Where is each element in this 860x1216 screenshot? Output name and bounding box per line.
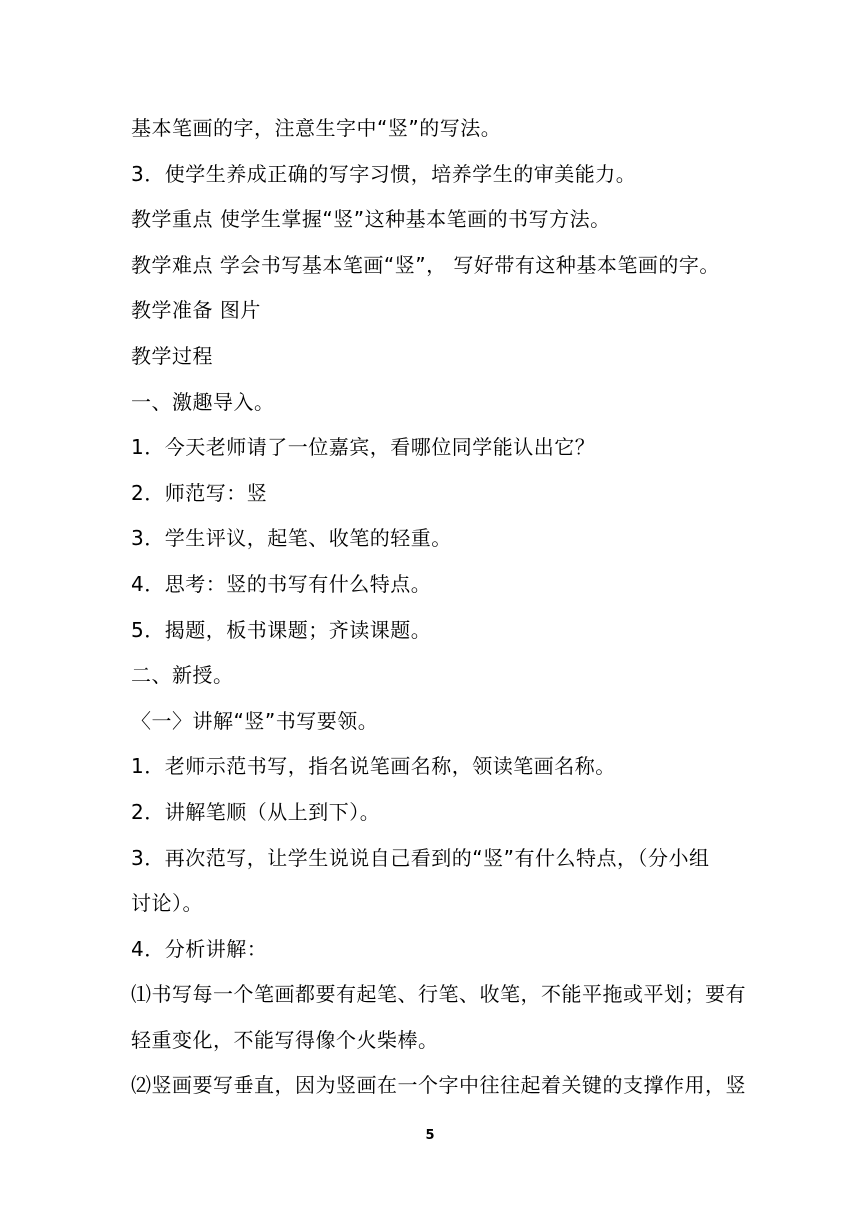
section-heading: 一、激趣导入。	[131, 389, 275, 414]
text-line: 教学重点 使学生掌握“竖”这种基本笔画的书写方法。	[131, 207, 611, 232]
text-line: 3．学生评议，起笔、收笔的轻重。	[131, 526, 452, 551]
text-line: 教学难点 学会书写基本笔画“竖”， 写好带有这种基本笔画的字。	[131, 252, 720, 277]
section-heading: 教学过程	[131, 343, 213, 368]
text-line: 讨论）。	[131, 891, 203, 916]
text-line: 3．使学生养成正确的写字习惯，培养学生的审美能力。	[131, 161, 637, 186]
text-line: 基本笔画的字，注意生字中“竖”的写法。	[131, 116, 502, 140]
page-number: 5	[425, 1128, 435, 1143]
text-line: 1．今天老师请了一位嘉宾，看哪位同学能认出它？	[131, 435, 596, 460]
text-line: ⑴书写每一个笔画都要有起笔、行笔、收笔，不能平拖或平划；要有	[131, 982, 746, 1007]
text-line: 轻重变化，不能写得像个火柴棒。	[131, 1027, 439, 1052]
text-line: 4．思考：竖的书写有什么特点。	[131, 571, 432, 596]
text-line: 5．揭题，板书课题；齐读课题。	[131, 617, 432, 642]
text-line: 3．再次范写，让学生说说自己看到的“竖”有什么特点，（分小组	[131, 845, 710, 870]
document-body	[131, 106, 746, 1109]
text-line: 1．老师示范书写，指名说笔画名称，领读笔画名称。	[131, 754, 616, 779]
text-line: 2．师范写：竖	[131, 480, 268, 505]
subsection-heading: 〈一〉讲解“竖”书写要领。	[131, 708, 379, 733]
section-heading: 二、新授。	[131, 663, 234, 688]
text-line: 教学准备 图片	[131, 298, 261, 323]
text-line: 4．分析讲解：	[131, 936, 268, 961]
text-line: 2．讲解笔顺（从上到下）。	[131, 799, 381, 824]
text-line: ⑵竖画要写垂直，因为竖画在一个字中往往起着关键的支撑作用，竖	[131, 1073, 746, 1098]
